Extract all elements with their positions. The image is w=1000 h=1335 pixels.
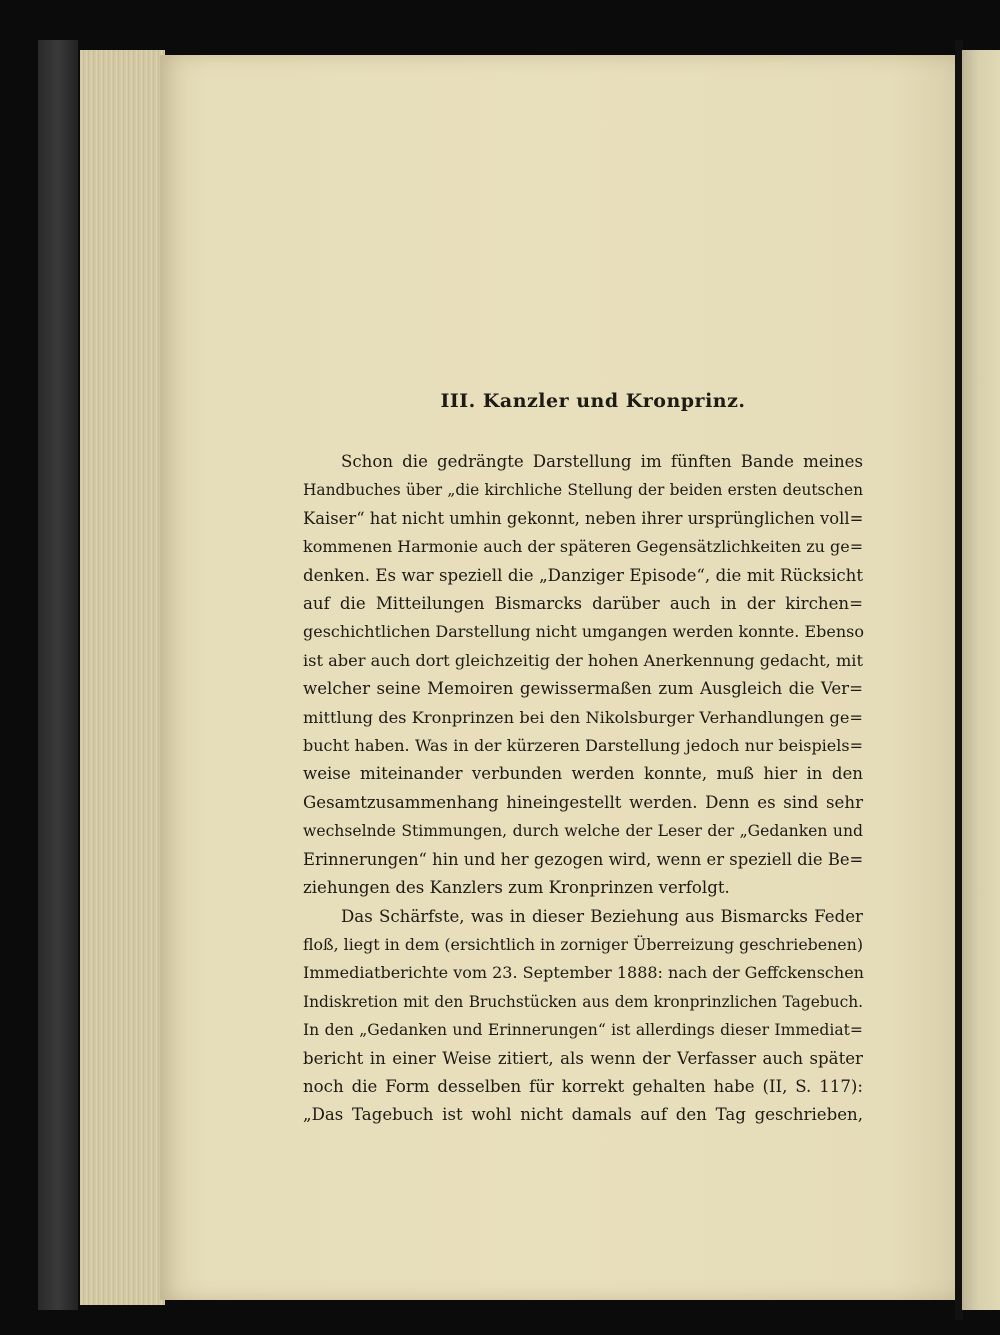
text-line: Handbuches über „die kirchliche Stellung der beiden ersten deutschen — [303, 481, 863, 500]
text-line: kommenen Harmonie auch der späteren Gegensätzlichkeiten zu ge= — [303, 537, 864, 557]
text-line: Kaiser“ hat nicht umhin gekonnt, neben ihrer ursprünglichen voll= — [303, 508, 864, 528]
next-page-edge — [962, 50, 1000, 1310]
text-line: welcher seine Memoiren gewissermaßen zum Ausgleich die Ver= — [303, 679, 863, 699]
text-line: Indiskretion mit den Bruchstücken aus dem kronprinzlichen Tagebuch. — [303, 992, 863, 1011]
text-line: In den „Gedanken und Erinnerungen“ ist allerdings dieser Immediat= — [303, 1021, 863, 1040]
text-line: mittlung des Kronprinzen bei den Nikolsburger Verhandlungen ge= — [303, 707, 863, 727]
text-line: bericht in einer Weise zitiert, als wenn der Verfasser auch später — [303, 1048, 863, 1068]
book-cover-edge — [38, 40, 78, 1310]
text-line: „Das Tagebuch ist wohl nicht damals auf den Tag geschrieben, — [303, 1105, 863, 1125]
paragraph — [303, 448, 863, 903]
text-line: Schon die gedrängte Darstellung im fünften Bande meines — [341, 452, 863, 471]
text-line: ziehungen des Kanzlers zum Kronprinzen verfolgt. — [303, 878, 730, 898]
text-line: wechselnde Stimmungen, durch welche der Leser der „Gedanken und — [303, 822, 863, 841]
page-text — [303, 390, 863, 1130]
text-line: weise miteinander verbunden werden konnte, muß hier in den — [303, 764, 863, 784]
text-line: Erinnerungen“ hin und her gezogen wird, wenn er speziell die Be= — [303, 849, 864, 869]
text-line: Das Schärfste, was in dieser Beziehung aus Bismarcks Feder — [341, 906, 863, 926]
page-edges — [80, 50, 165, 1305]
text-line: ist aber auch dort gleichzeitig der hohen Anerkennung gedacht, mit — [303, 650, 863, 670]
text-line: noch die Form desselben für korrekt gehalten habe (II, S. 117): — [303, 1076, 863, 1096]
chapter-title: III. Kanzler und Kronprinz. — [440, 390, 746, 412]
text-line: geschichtlichen Darstellung nicht umgangen werden konnte. Ebenso — [303, 622, 864, 642]
text-line: denken. Es war speziell die „Danziger Episode“, die mit Rücksicht — [303, 565, 863, 585]
text-line: auf die Mitteilungen Bismarcks darüber auch in der kirchen= — [303, 594, 863, 614]
paragraph — [303, 903, 863, 1130]
text-line: Gesamtzusammenhang hineingestellt werden. Denn es sind sehr — [303, 792, 863, 812]
text-line: Immediatberichte vom 23. September 1888: nach der Geffckenschen — [303, 963, 864, 983]
text-line: floß, liegt in dem (ersichtlich in zorniger Überreizung geschriebenen) — [303, 934, 863, 954]
text-line: bucht haben. Was in der kürzeren Darstellung jedoch nur beispiels= — [303, 736, 863, 756]
